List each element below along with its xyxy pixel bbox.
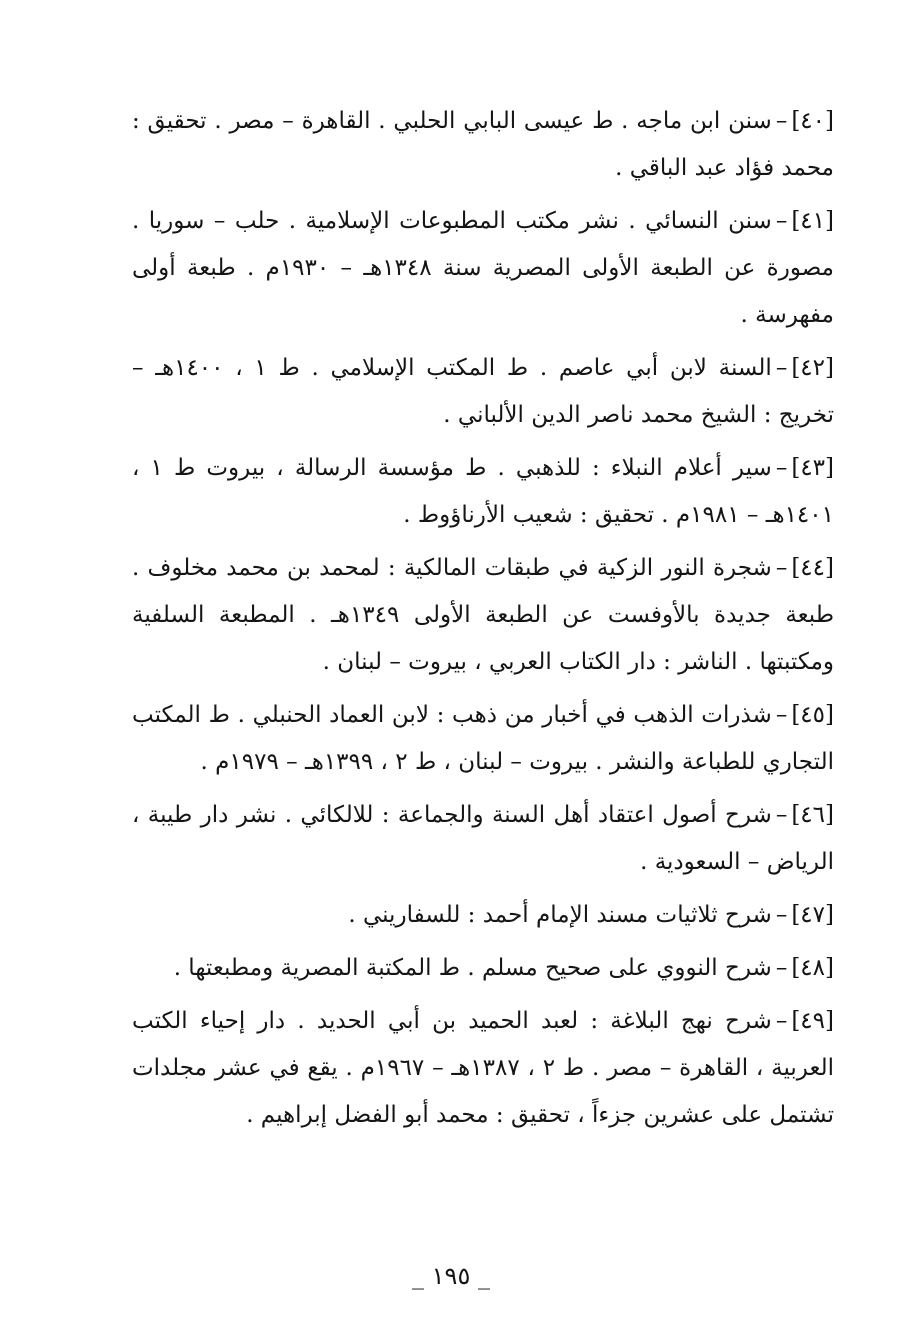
bibliography-entry-40: [132, 98, 834, 192]
entry-text: سنن النسائي . نشر مكتب المطبوعات الإسلامية . حلب – سوريا . مصورة عن الطبعة الأولى المصرية سنة ١٣٤٨هـ – ١٩٣٠م . طبعة أولى مفهرسة .: [132, 208, 834, 328]
entry-number: [٤٢]: [791, 355, 834, 381]
entry-text: شرح ثلاثيات مسند الإمام أحمد : للسفاريني .: [348, 902, 772, 928]
entry-number: [٤٩]: [791, 1008, 834, 1034]
entry-dash: –: [775, 455, 788, 481]
entry-number: [٤٦]: [791, 802, 834, 828]
entry-text: سير أعلام النبلاء : للذهبي . ط مؤسسة الرسالة ، بيروت ط ١ ، ١٤٠١هـ – ١٩٨١م . تحقيق : شعيب الأرناؤوط .: [132, 455, 834, 528]
bibliography-entry-41: [132, 198, 834, 339]
entry-number: [٤٣]: [791, 455, 835, 481]
entry-dash: –: [775, 208, 788, 234]
bibliography-page: [0, 98, 902, 1145]
entry-number: [٤٠]: [791, 108, 834, 134]
entry-number: [٤١]: [791, 208, 834, 234]
entry-number: [٤٧]: [791, 902, 834, 928]
bibliography-entry-49: [132, 998, 834, 1139]
entry-text: السنة لابن أبي عاصم . ط المكتب الإسلامي . ط ١ ، ١٤٠٠هـ – تخريج : الشيخ محمد ناصر الدين الألباني .: [132, 355, 834, 428]
bibliography-entry-47: [132, 892, 834, 939]
bibliography-entry-43: [132, 445, 834, 539]
entry-dash: –: [775, 902, 788, 928]
entry-dash: –: [775, 1008, 788, 1034]
bibliography-entry-42: [132, 345, 834, 439]
entry-text: سنن ابن ماجه . ط عيسى البابي الحلبي . القاهرة – مصر . تحقيق : محمد فؤاد عبد الباقي .: [132, 108, 834, 181]
entry-number: [٤٨]: [791, 955, 834, 981]
entry-text: شرح أصول اعتقاد أهل السنة والجماعة : للالكائي . نشر دار طيبة ، الرياض – السعودية .: [132, 802, 834, 875]
entry-text: شرح النووي على صحيح مسلم . ط المكتبة المصرية ومطبعتها .: [173, 955, 772, 981]
page-number: _ ١٩٥ _: [412, 1262, 490, 1290]
entry-dash: –: [775, 108, 788, 134]
entry-number: [٤٤]: [791, 555, 834, 581]
entry-number: [٤٥]: [791, 702, 834, 728]
entry-dash: –: [775, 955, 788, 981]
bibliography-entry-44: [132, 545, 834, 686]
bibliography-entry-46: [132, 792, 834, 886]
entry-dash: –: [775, 355, 788, 381]
bibliography-entry-45: [132, 692, 834, 786]
entry-text: شرح نهج البلاغة : لعبد الحميد بن أبي الحديد . دار إحياء الكتب العربية ، القاهرة – مصر . ط ٢ ، ١٣٨٧هـ – ١٩٦٧م . يقع في عشر مجلدات تشتمل على عشرين جزءاً ، تحقيق : محمد أبو الفضل إبراهيم .: [132, 1008, 834, 1128]
entry-dash: –: [775, 702, 788, 728]
bibliography-entry-48: [132, 945, 834, 992]
entry-text: شجرة النور الزكية في طبقات المالكية : لمحمد بن محمد مخلوف . طبعة جديدة بالأوفست عن الطبعة الأولى ١٣٤٩هـ . المطبعة السلفية ومكتبتها . الناشر : دار الكتاب العربي ، بيروت – لبنان .: [132, 555, 834, 675]
entry-dash: –: [775, 555, 788, 581]
entry-text: شذرات الذهب في أخبار من ذهب : لابن العماد الحنبلي . ط المكتب التجاري للطباعة والنشر . بيروت – لبنان ، ط ٢ ، ١٣٩٩هـ – ١٩٧٩م .: [132, 702, 834, 775]
entry-dash: –: [775, 802, 788, 828]
